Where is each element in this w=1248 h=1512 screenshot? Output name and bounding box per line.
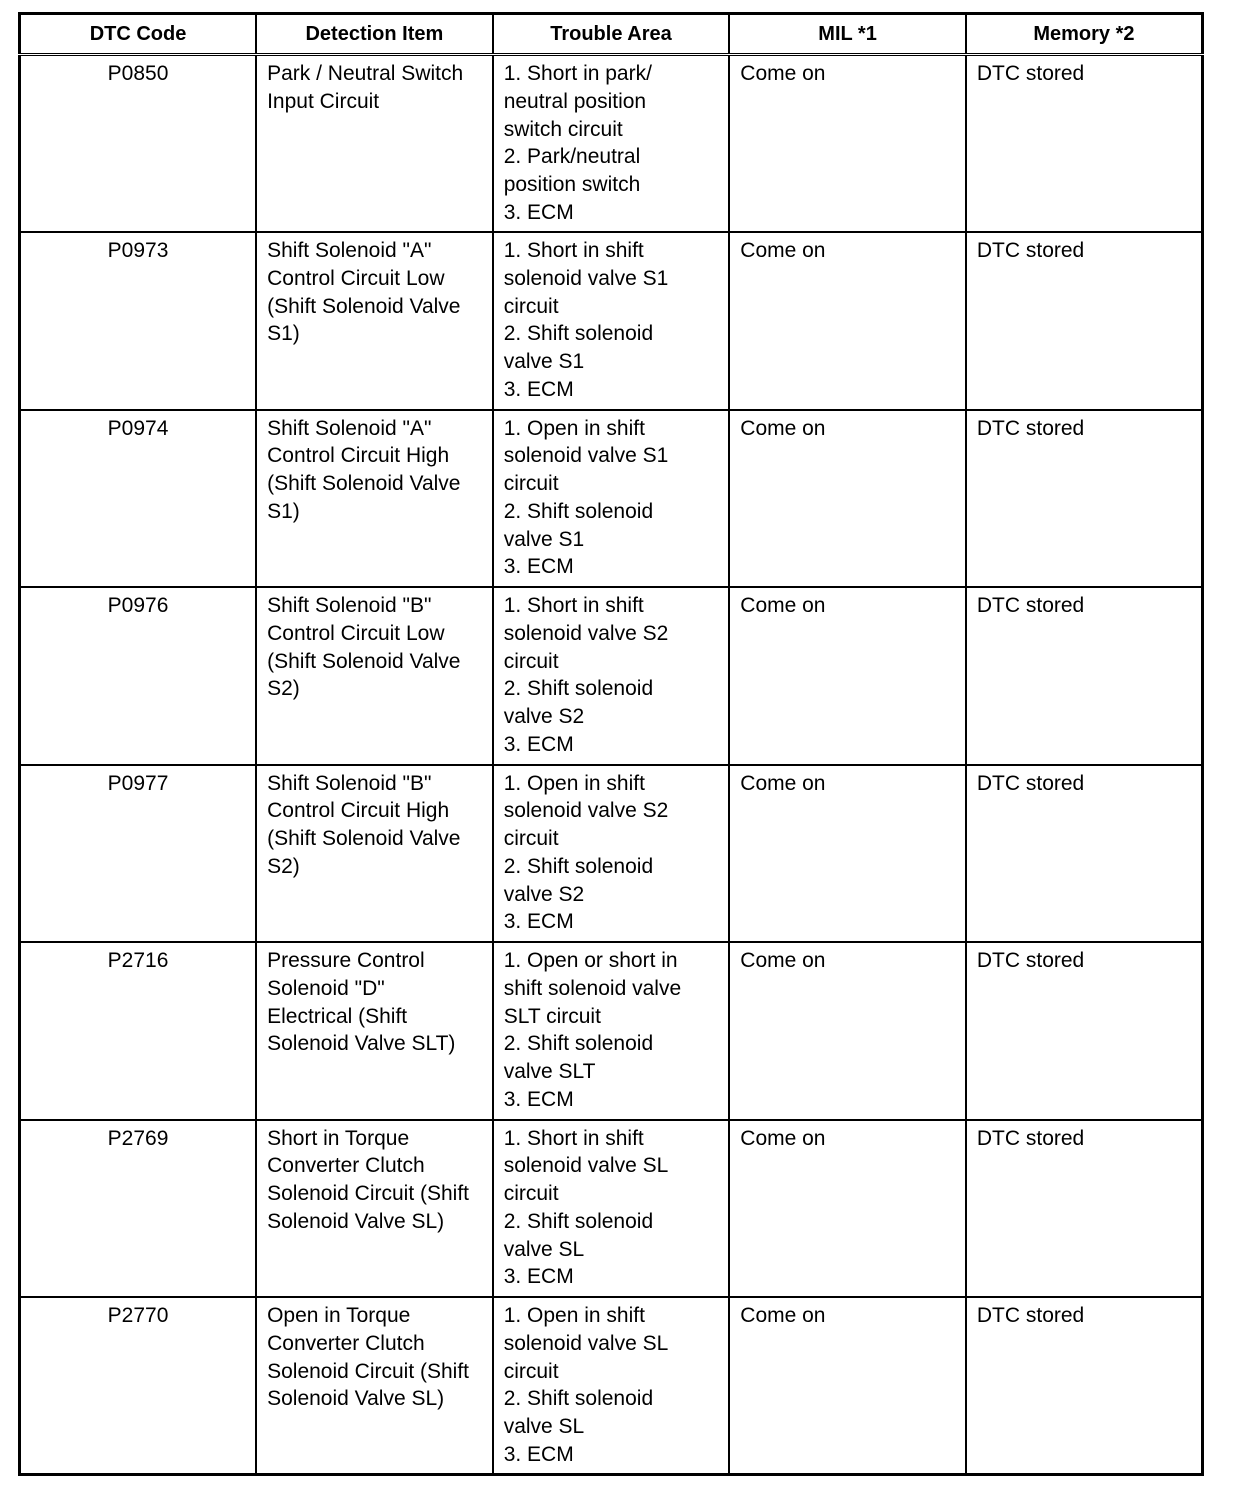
header-dtc-code: DTC Code bbox=[20, 14, 257, 55]
mil-cell: Come on bbox=[729, 942, 966, 1120]
table-row bbox=[20, 587, 1203, 765]
memory-cell: DTC stored bbox=[966, 232, 1203, 410]
mil-cell: Come on bbox=[729, 55, 966, 233]
header-detection-item: Detection Item bbox=[256, 14, 493, 55]
detection-item-cell: Park / Neutral Switch Input Circuit bbox=[256, 55, 493, 233]
memory-cell: DTC stored bbox=[966, 55, 1203, 233]
detection-item-cell: Shift Solenoid "A" Control Circuit Low (Shift Solenoid Valve S1) bbox=[256, 232, 493, 410]
detection-item-cell: Short in Torque Converter Clutch Solenoid Circuit (Shift Solenoid Valve SL) bbox=[256, 1120, 493, 1298]
trouble-area-cell: 1. Open in shift solenoid valve S2 circuit 2. Shift solenoid valve S2 3. ECM bbox=[493, 765, 730, 943]
dtc-code-cell: P0973 bbox=[20, 232, 257, 410]
dtc-code-cell: P2769 bbox=[20, 1120, 257, 1298]
mil-cell: Come on bbox=[729, 1297, 966, 1475]
mil-cell: Come on bbox=[729, 232, 966, 410]
table-row bbox=[20, 410, 1203, 588]
table-row bbox=[20, 1297, 1203, 1475]
detection-item-cell: Open in Torque Converter Clutch Solenoid Circuit (Shift Solenoid Valve SL) bbox=[256, 1297, 493, 1475]
header-memory: Memory *2 bbox=[966, 14, 1203, 55]
mil-cell: Come on bbox=[729, 410, 966, 588]
header-mil: MIL *1 bbox=[729, 14, 966, 55]
table-body bbox=[20, 55, 1203, 1475]
trouble-area-cell: 1. Open in shift solenoid valve S1 circuit 2. Shift solenoid valve S1 3. ECM bbox=[493, 410, 730, 588]
trouble-area-cell: 1. Short in shift solenoid valve S1 circuit 2. Shift solenoid valve S1 3. ECM bbox=[493, 232, 730, 410]
memory-cell: DTC stored bbox=[966, 410, 1203, 588]
dtc-code-cell: P2716 bbox=[20, 942, 257, 1120]
header-trouble-area: Trouble Area bbox=[493, 14, 730, 55]
dtc-table bbox=[18, 12, 1204, 1476]
memory-cell: DTC stored bbox=[966, 587, 1203, 765]
detection-item-cell: Shift Solenoid "A" Control Circuit High (Shift Solenoid Valve S1) bbox=[256, 410, 493, 588]
table-header bbox=[20, 14, 1203, 55]
table-row bbox=[20, 942, 1203, 1120]
dtc-code-cell: P2770 bbox=[20, 1297, 257, 1475]
memory-cell: DTC stored bbox=[966, 765, 1203, 943]
dtc-code-cell: P0977 bbox=[20, 765, 257, 943]
trouble-area-cell: 1. Short in shift solenoid valve S2 circuit 2. Shift solenoid valve S2 3. ECM bbox=[493, 587, 730, 765]
detection-item-cell: Shift Solenoid "B" Control Circuit High (Shift Solenoid Valve S2) bbox=[256, 765, 493, 943]
trouble-area-cell: 1. Open in shift solenoid valve SL circuit 2. Shift solenoid valve SL 3. ECM bbox=[493, 1297, 730, 1475]
trouble-area-cell: 1. Short in shift solenoid valve SL circuit 2. Shift solenoid valve SL 3. ECM bbox=[493, 1120, 730, 1298]
trouble-area-cell: 1. Open or short in shift solenoid valve SLT circuit 2. Shift solenoid valve SLT 3. ECM bbox=[493, 942, 730, 1120]
table-row bbox=[20, 765, 1203, 943]
mil-cell: Come on bbox=[729, 1120, 966, 1298]
mil-cell: Come on bbox=[729, 587, 966, 765]
table-row bbox=[20, 232, 1203, 410]
header-row bbox=[20, 14, 1203, 55]
memory-cell: DTC stored bbox=[966, 1297, 1203, 1475]
memory-cell: DTC stored bbox=[966, 942, 1203, 1120]
dtc-code-cell: P0974 bbox=[20, 410, 257, 588]
detection-item-cell: Pressure Control Solenoid "D" Electrical (Shift Solenoid Valve SLT) bbox=[256, 942, 493, 1120]
memory-cell: DTC stored bbox=[966, 1120, 1203, 1298]
detection-item-cell: Shift Solenoid "B" Control Circuit Low (Shift Solenoid Valve S2) bbox=[256, 587, 493, 765]
dtc-code-cell: P0850 bbox=[20, 55, 257, 233]
trouble-area-cell: 1. Short in park/ neutral position switch circuit 2. Park/neutral position switch 3. ECM bbox=[493, 55, 730, 233]
mil-cell: Come on bbox=[729, 765, 966, 943]
table-row bbox=[20, 55, 1203, 233]
dtc-code-cell: P0976 bbox=[20, 587, 257, 765]
table-row bbox=[20, 1120, 1203, 1298]
